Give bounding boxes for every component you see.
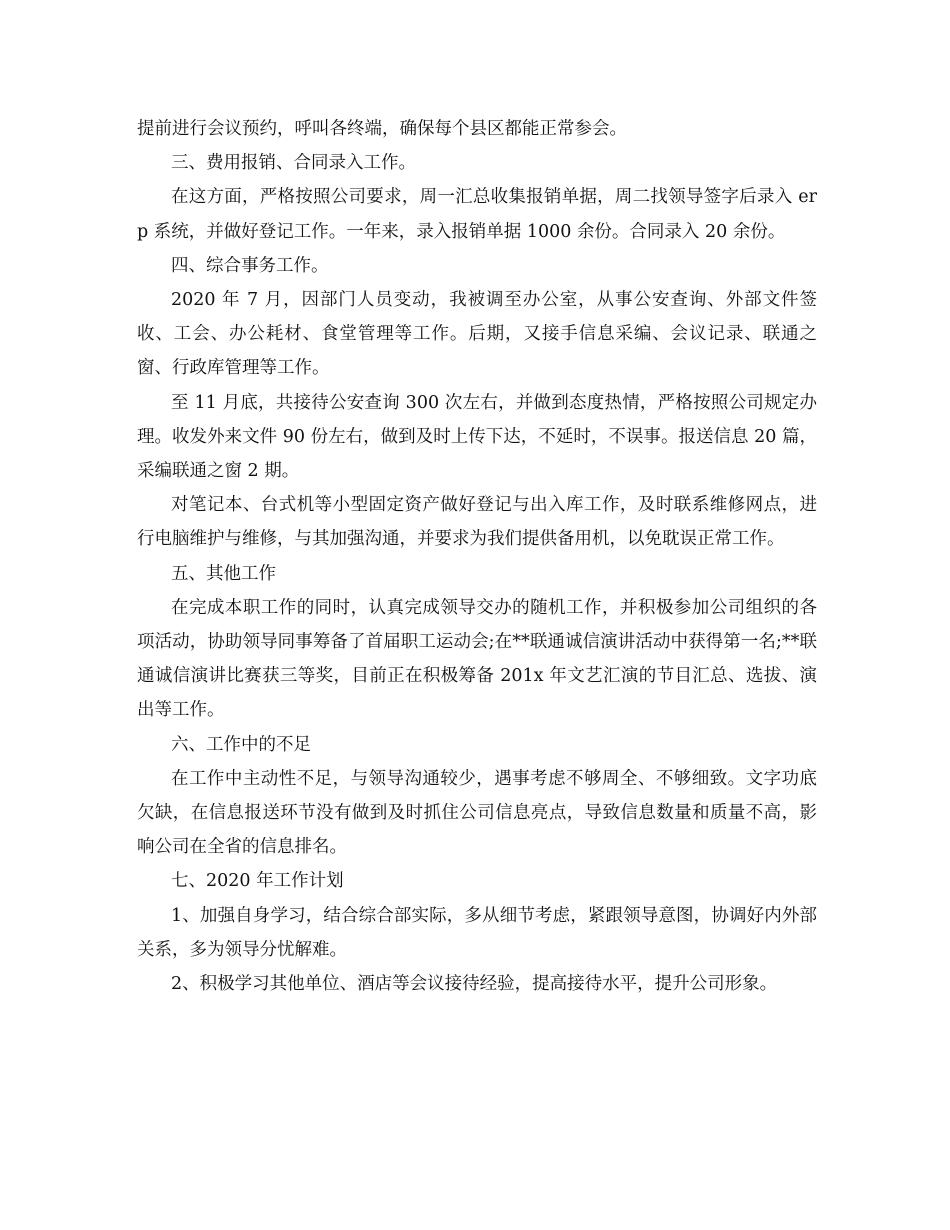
section-heading-other-work: 五、其他工作 <box>171 563 276 584</box>
document-body <box>137 112 817 1001</box>
paragraph-plan-item-2: 2、积极学习其他单位、酒店等会议接待经验，提高接待水平，提升公司形象。 <box>171 974 778 995</box>
paragraph-expense: 在这方面，严格按照公司要求，周一汇总收集报销单据，周二找领导签字后录入 erp 系统，并做好登记工作。一年来，录入报销单据 1000 余份。合同录入 20 余份。 <box>137 187 817 242</box>
paragraph-general-affairs: 2020 年 7 月，因部门人员变动，我被调至办公室，从事公安查询、外部文件签收、工会、办公耗材、食堂管理等工作。后期，又接手信息采编、会议记录、联通之窗、行政库管理等工作。 <box>137 290 817 379</box>
paragraph-continuation: 提前进行会议预约，呼叫各终端，确保每个县区都能正常参会。 <box>137 119 627 139</box>
section-heading-work-plan: 七、2020 年工作计划 <box>171 871 344 892</box>
paragraph-november-summary: 至 11 月底，共接待公安查询 300 次左右，并做到态度热情，严格按照公司规定办理。收发外来文件 90 份左右，做到及时上传下达，不延时，不误事。报送信息 20 篇，采编联通之窗 2 期。 <box>137 392 817 482</box>
section-heading-general-affairs: 四、综合事务工作。 <box>171 255 329 276</box>
section-heading-shortcomings: 六、工作中的不足 <box>171 734 311 755</box>
paragraph-other-work: 在完成本职工作的同时，认真完成领导交办的随机工作，并积极参加公司组织的各项活动，协助领导同事筹备了首届职工运动会;在**联通诚信演讲活动中获得第一名;**联通诚信演讲比赛获三等奖，目前正在积极筹备 201x 年文艺汇演的节目汇总、选拔、演出等工作。 <box>137 597 817 721</box>
paragraph-fixed-assets: 对笔记本、台式机等小型固定资产做好登记与出入库工作，及时联系维修网点，进行电脑维护与维修，与其加强沟通，并要求为我们提供备用机，以免耽误正常工作。 <box>137 495 817 550</box>
paragraph-shortcomings: 在工作中主动性不足，与领导沟通较少，遇事考虑不够周全、不够细致。文字功底欠缺，在信息报送环节没有做到及时抓住公司信息亮点，导致信息数量和质量不高，影响公司在全省的信息排名。 <box>137 768 817 858</box>
paragraph-plan-item-1: 1、加强自身学习，结合综合部实际，多从细节考虑，紧跟领导意图，协调好内外部关系，多为领导分忧解难。 <box>137 905 817 960</box>
section-heading-expense: 三、费用报销、合同录入工作。 <box>171 153 416 174</box>
